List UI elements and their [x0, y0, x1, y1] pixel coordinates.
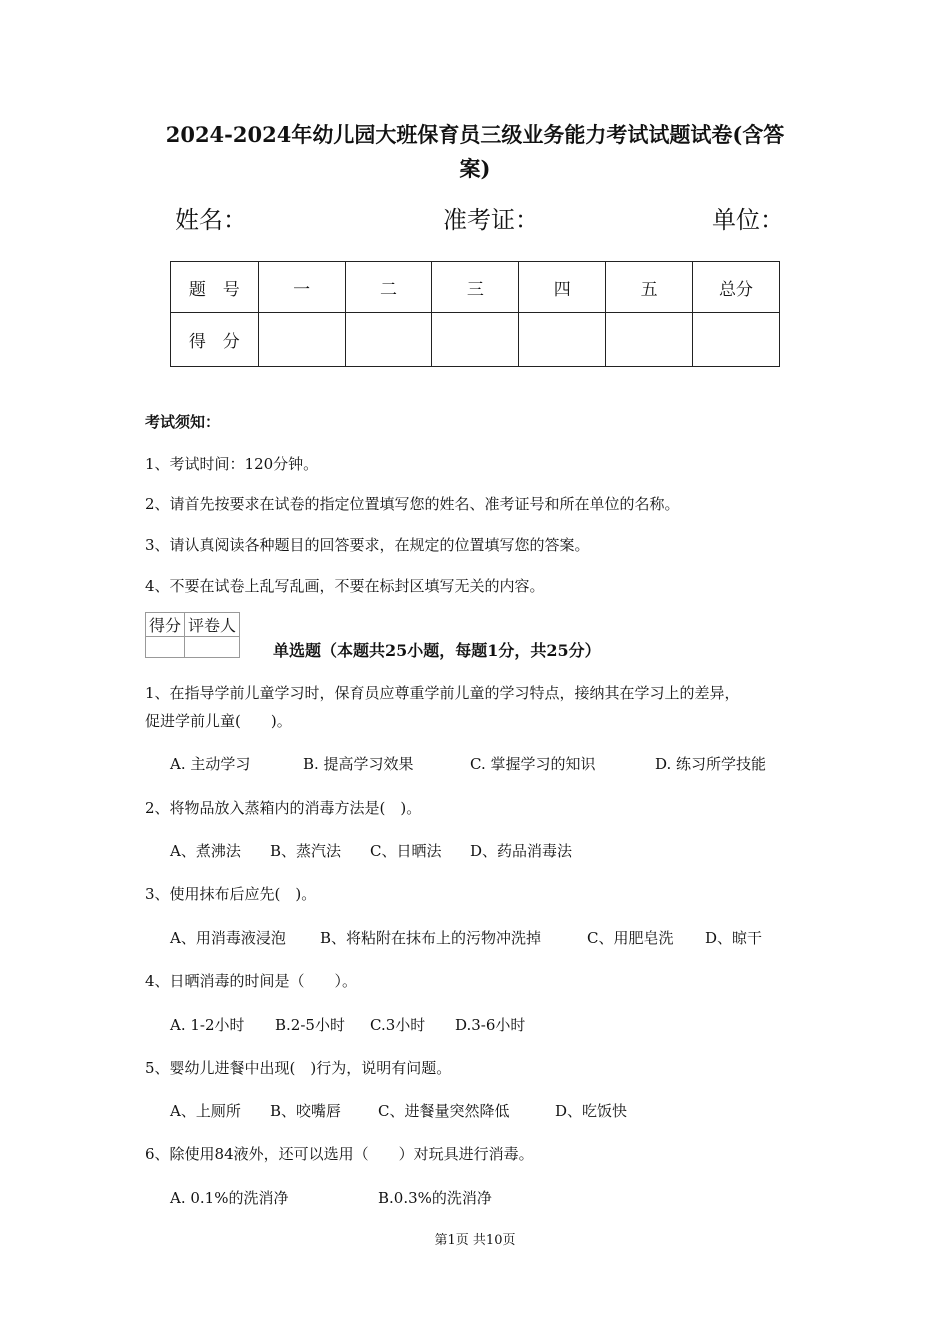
q4-option-d[interactable]: D.3-6小时: [455, 1016, 526, 1034]
question-5: 5、婴幼儿进餐中出现( )行为，说明有问题。: [145, 1059, 452, 1077]
grader-name-label: 评卷人: [185, 613, 240, 637]
grader-score-label: 得分: [146, 613, 185, 637]
score-table-score-row: [171, 313, 780, 367]
q1-option-a[interactable]: A. 主动学习: [170, 755, 251, 773]
score-entry-cell[interactable]: [345, 313, 432, 367]
q1-option-d[interactable]: D. 练习所学技能: [655, 755, 767, 773]
score-table-header-row: [171, 262, 780, 313]
q6-option-a[interactable]: A. 0.1%的洗消净: [170, 1189, 289, 1207]
question-6: 6、除使用84液外，还可以选用（ ）对玩具进行消毒。: [145, 1145, 534, 1163]
q2-option-a[interactable]: A、煮沸法: [170, 842, 241, 860]
notice-item: 1、考试时间：120分钟。: [145, 455, 319, 473]
score-table-cell: 五: [606, 262, 693, 313]
q4-option-c[interactable]: C.3小时: [370, 1016, 426, 1034]
q2-option-c[interactable]: C、日晒法: [370, 842, 442, 860]
question-4: 4、日晒消毒的时间是（ ）。: [145, 972, 358, 990]
q5-option-d[interactable]: D、吃饭快: [555, 1102, 628, 1120]
question-3: 3、使用抹布后应先( )。: [145, 885, 317, 903]
score-table: [170, 261, 780, 367]
section-title: 单选题（本题共25小题，每题1分，共25分）: [273, 641, 601, 660]
page-footer: 第1页 共10页: [434, 1233, 516, 1248]
question-2: 2、将物品放入蒸箱内的消毒方法是( )。: [145, 799, 422, 817]
score-table-cell: 四: [519, 262, 606, 313]
grader-score-cell[interactable]: [146, 637, 185, 658]
q4-option-a[interactable]: A. 1-2小时: [170, 1016, 245, 1034]
name-label: 姓名：: [175, 206, 247, 234]
notice-item: 2、请首先按要求在试卷的指定位置填写您的姓名、准考证号和所在单位的名称。: [145, 495, 680, 513]
score-table-cell: 题 号: [171, 262, 259, 313]
grader-table: [145, 612, 240, 658]
score-table-cell: 一: [258, 262, 345, 313]
unit-label: 单位：: [712, 206, 784, 234]
q5-option-c[interactable]: C、进餐量突然降低: [378, 1102, 510, 1120]
q3-option-c[interactable]: C、用肥皂洗: [587, 929, 674, 947]
q5-option-a[interactable]: A、上厕所: [170, 1102, 241, 1120]
score-table-cell: 总分: [693, 262, 780, 313]
score-entry-cell[interactable]: [693, 313, 780, 367]
score-entry-cell[interactable]: [258, 313, 345, 367]
score-table-cell: 二: [345, 262, 432, 313]
document-title: [140, 118, 810, 186]
q3-option-a[interactable]: A、用消毒液浸泡: [170, 929, 286, 947]
exam-id-label: 准考证：: [443, 206, 539, 234]
q6-option-b[interactable]: B.0.3%的洗消净: [378, 1189, 492, 1207]
question-1-line-1: 1、在指导学前儿童学习时，保育员应尊重学前儿童的学习特点，接纳其在学习上的差异，: [145, 684, 740, 702]
q4-option-b[interactable]: B.2-5小时: [275, 1016, 345, 1034]
score-row-label: 得 分: [171, 313, 259, 367]
q1-option-c[interactable]: C. 掌握学习的知识: [470, 755, 596, 773]
notice-item: 4、不要在试卷上乱写乱画，不要在标封区填写无关的内容。: [145, 577, 545, 595]
score-table-cell: 三: [432, 262, 519, 313]
title-line-2: 案): [459, 156, 491, 181]
question-1-line-2: 促进学前儿童( )。: [145, 712, 292, 730]
q3-option-b[interactable]: B、将粘附在抹布上的污物冲洗掉: [320, 929, 542, 947]
score-entry-cell[interactable]: [432, 313, 519, 367]
score-entry-cell[interactable]: [606, 313, 693, 367]
notice-item: 3、请认真阅读各种题目的回答要求，在规定的位置填写您的答案。: [145, 536, 590, 554]
q5-option-b[interactable]: B、咬嘴唇: [270, 1102, 342, 1120]
q2-option-b[interactable]: B、蒸汽法: [270, 842, 342, 860]
q1-option-b[interactable]: B. 提高学习效果: [303, 755, 414, 773]
grader-name-cell[interactable]: [185, 637, 240, 658]
title-line-1: 2024-2024年幼儿园大班保育员三级业务能力考试试题试卷(含答: [165, 122, 785, 147]
score-entry-cell[interactable]: [519, 313, 606, 367]
q3-option-d[interactable]: D、晾干: [705, 929, 763, 947]
q2-option-d[interactable]: D、药品消毒法: [470, 842, 573, 860]
notice-heading: 考试须知：: [145, 413, 221, 431]
